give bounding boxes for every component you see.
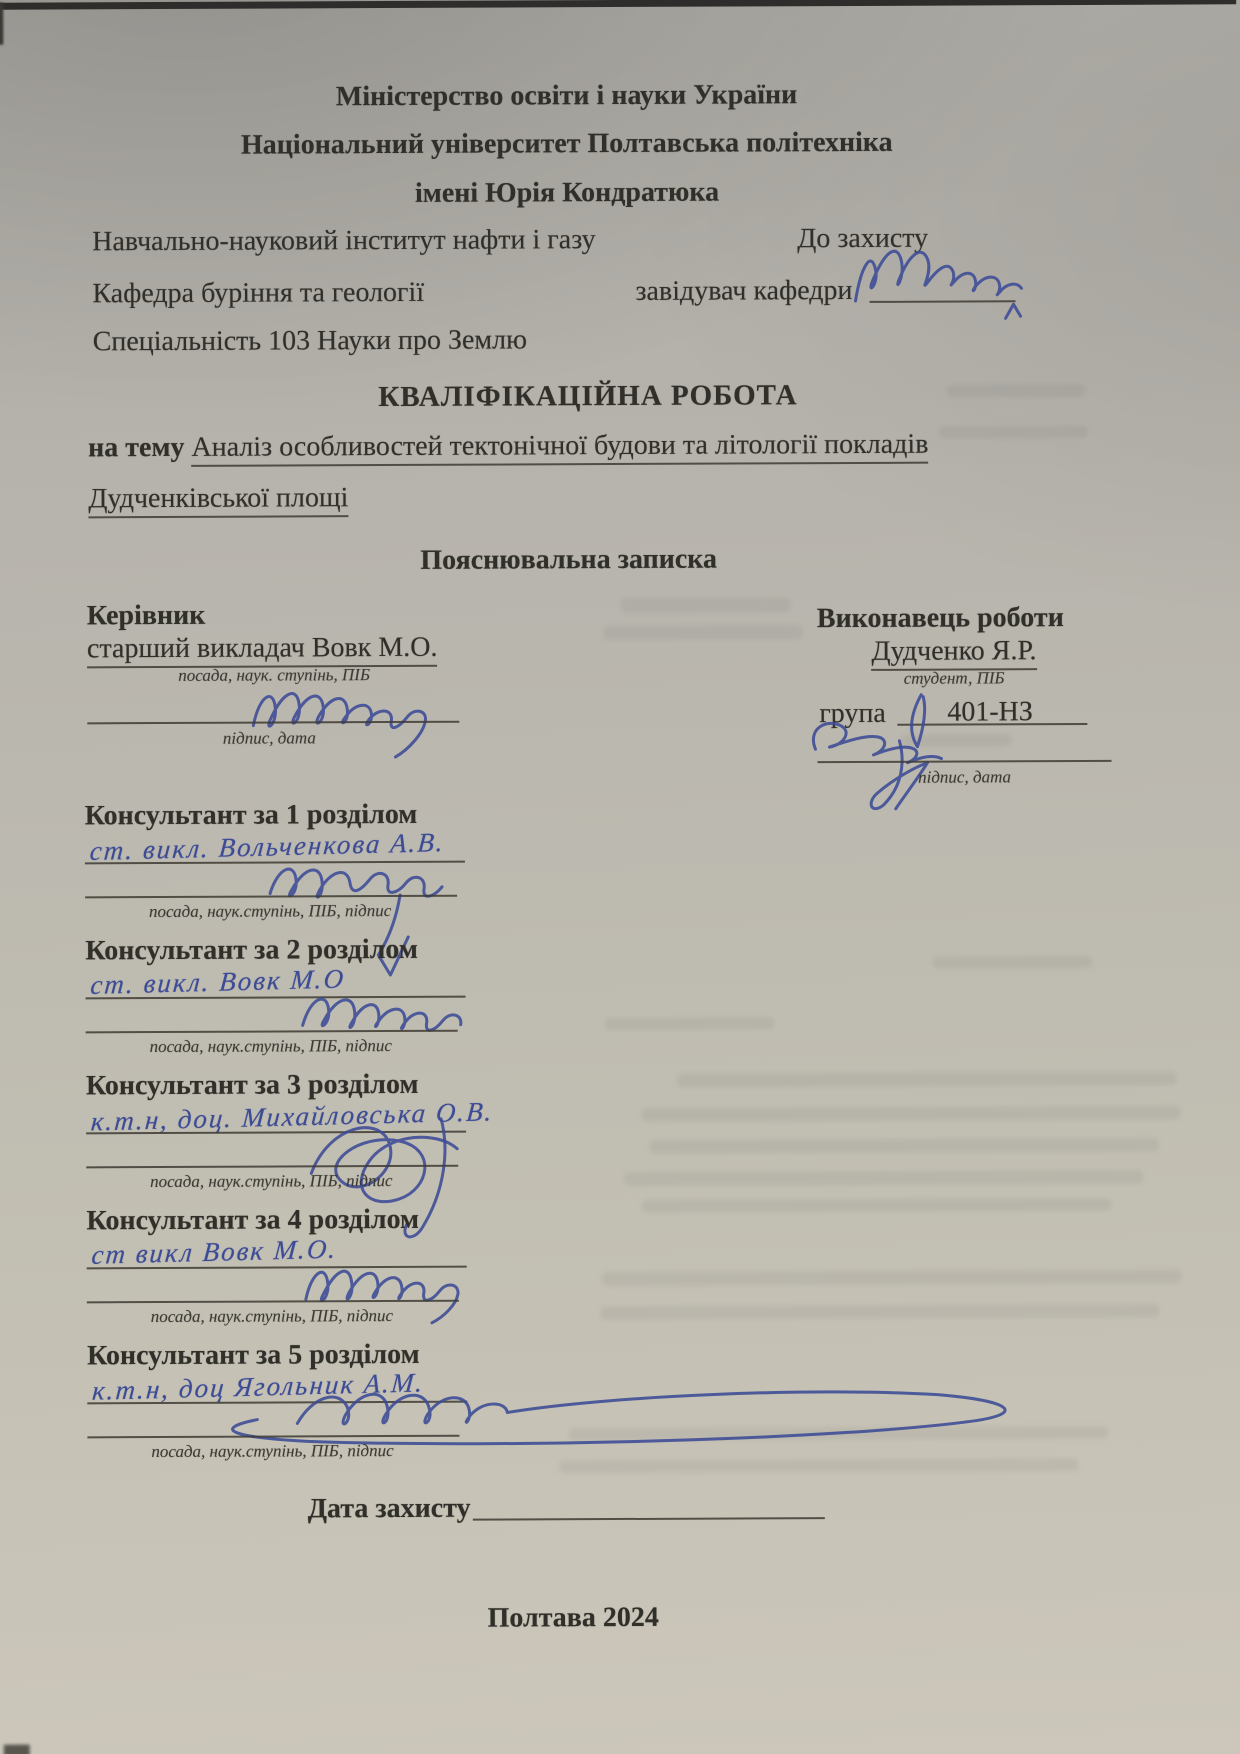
- consultant-4-caption: посада, наук.ступінь, ПІБ, підпис: [150, 1305, 394, 1327]
- consultant-4-line-1: [87, 1238, 467, 1270]
- consultant-4-handwritten: ст викл Вовк М.О.: [90, 1233, 339, 1270]
- university-name-line: імені Юрія Кондратюка: [414, 176, 720, 209]
- consultant-3-line-2: [86, 1139, 458, 1169]
- bleed-through-line: [602, 1270, 1182, 1287]
- bleed-through-line: [938, 426, 1088, 439]
- consultant-3-label: Консультант за 3 розділом: [85, 1068, 419, 1102]
- bleed-through-line: [649, 1138, 1159, 1154]
- consultant-5-line-1: [87, 1373, 467, 1405]
- city-year: Полтава 2024: [487, 1601, 659, 1634]
- topic-text-line1: Аналіз особливостей тектонічної будови та літології покладів: [191, 429, 928, 467]
- topic-line-1: [88, 429, 928, 465]
- consultant-1-label: Консультант за 1 розділом: [84, 798, 418, 832]
- consultant-3-handwritten: к.т.н, доц. Михайловська О.В.: [89, 1096, 495, 1137]
- consultant-4-label: Консультант за 4 розділом: [86, 1203, 420, 1237]
- department-line: Кафедра буріння та геології: [92, 276, 425, 310]
- executor-label: Виконавець роботи: [816, 602, 1064, 635]
- executor-caption: студент, ПІБ: [903, 668, 1005, 688]
- bleed-through-line: [603, 625, 803, 640]
- bleed-through-line: [932, 956, 1092, 969]
- topic-label: на тему: [88, 431, 185, 464]
- group-label: група: [819, 697, 886, 730]
- supervisor-name: старший викладач Вовк М.О.: [87, 632, 438, 666]
- work-type-title: КВАЛІФІКАЦІЙНА РОБОТА: [378, 379, 798, 414]
- consultant-4-line-2: [87, 1274, 459, 1304]
- executor-signature-line: [817, 730, 1111, 763]
- consultant-2-line-1: [85, 968, 465, 1000]
- consultant-2-handwritten: ст. викл. Вовк М.О: [89, 963, 347, 1001]
- supervisor-signature-line: [87, 691, 459, 725]
- supervisor-sign-caption: підпис, дата: [222, 728, 316, 748]
- to-defense-label: До захисту: [797, 222, 929, 255]
- scan-edge-left: [0, 3, 3, 45]
- bleed-through-line: [623, 1170, 1143, 1186]
- scan-edge-top: [0, 0, 1236, 10]
- consultant-5-caption: посада, наук.ступінь, ПІБ, підпис: [151, 1440, 394, 1462]
- topic-line-2: [88, 482, 348, 515]
- subtitle: Пояснювальна записка: [420, 543, 718, 576]
- consultant-2-caption: посада, наук.ступінь, ПІБ, підпис: [149, 1035, 392, 1057]
- consultant-5-label: Консультант за 5 розділом: [87, 1338, 420, 1372]
- consultant-1-line-2: [85, 869, 457, 899]
- executor-sign-caption: підпис, дата: [918, 767, 1012, 787]
- consultant-1-handwritten: ст. викл. Вольченкова А.В.: [88, 827, 447, 867]
- consultant-2-label: Консультант за 2 розділом: [85, 933, 418, 967]
- defense-date-label: Дата захисту: [307, 1492, 471, 1525]
- head-of-department-label: завідувач кафедри: [635, 274, 853, 307]
- university-line: Національний університет Полтавська політехніка: [240, 126, 893, 161]
- group-value: 401-НЗ: [947, 696, 1033, 728]
- bleed-through-line: [641, 1198, 1111, 1213]
- defense-date-line: [473, 1487, 825, 1521]
- consultant-1-line-1: [85, 833, 465, 865]
- consultant-5-handwritten: к.т.н, доц Ягольник А.М.: [91, 1367, 426, 1406]
- bleed-through-line: [600, 1304, 1160, 1320]
- head-of-department-signature-line: [869, 270, 1015, 303]
- scan-edge-bottom-left: [4, 1745, 30, 1754]
- bleed-through-line: [677, 1072, 1177, 1088]
- specialty-line: Спеціальність 103 Науки про Землю: [92, 324, 528, 358]
- bleed-through-line: [641, 1106, 1181, 1122]
- executor-name: Дудченко Я.Р.: [789, 635, 1119, 669]
- supervisor-label: Керівник: [86, 599, 206, 632]
- bleed-through-line: [568, 1426, 1108, 1441]
- consultant-2-line-2: [86, 1004, 458, 1034]
- institute-line: Навчально-науковий інститут нафти і газу: [92, 224, 596, 258]
- consultant-1-caption: посада, наук.ступінь, ПІБ, підпис: [148, 900, 392, 922]
- consultant-3-line-1: [86, 1103, 466, 1135]
- supervisor-caption: посада, наук. ступінь, ПІБ: [178, 665, 371, 685]
- ministry-line: Міністерство освіти і науки України: [335, 79, 798, 113]
- bleed-through-line: [621, 597, 791, 613]
- consultant-3-caption: посада, наук.ступінь, ПІБ, підпис: [150, 1170, 393, 1192]
- bleed-through-line: [559, 1458, 1079, 1473]
- bleed-through-line: [605, 1017, 775, 1030]
- topic-text-line2: Дудченківської площі: [88, 482, 348, 518]
- consultant-5-line-2: [87, 1409, 459, 1439]
